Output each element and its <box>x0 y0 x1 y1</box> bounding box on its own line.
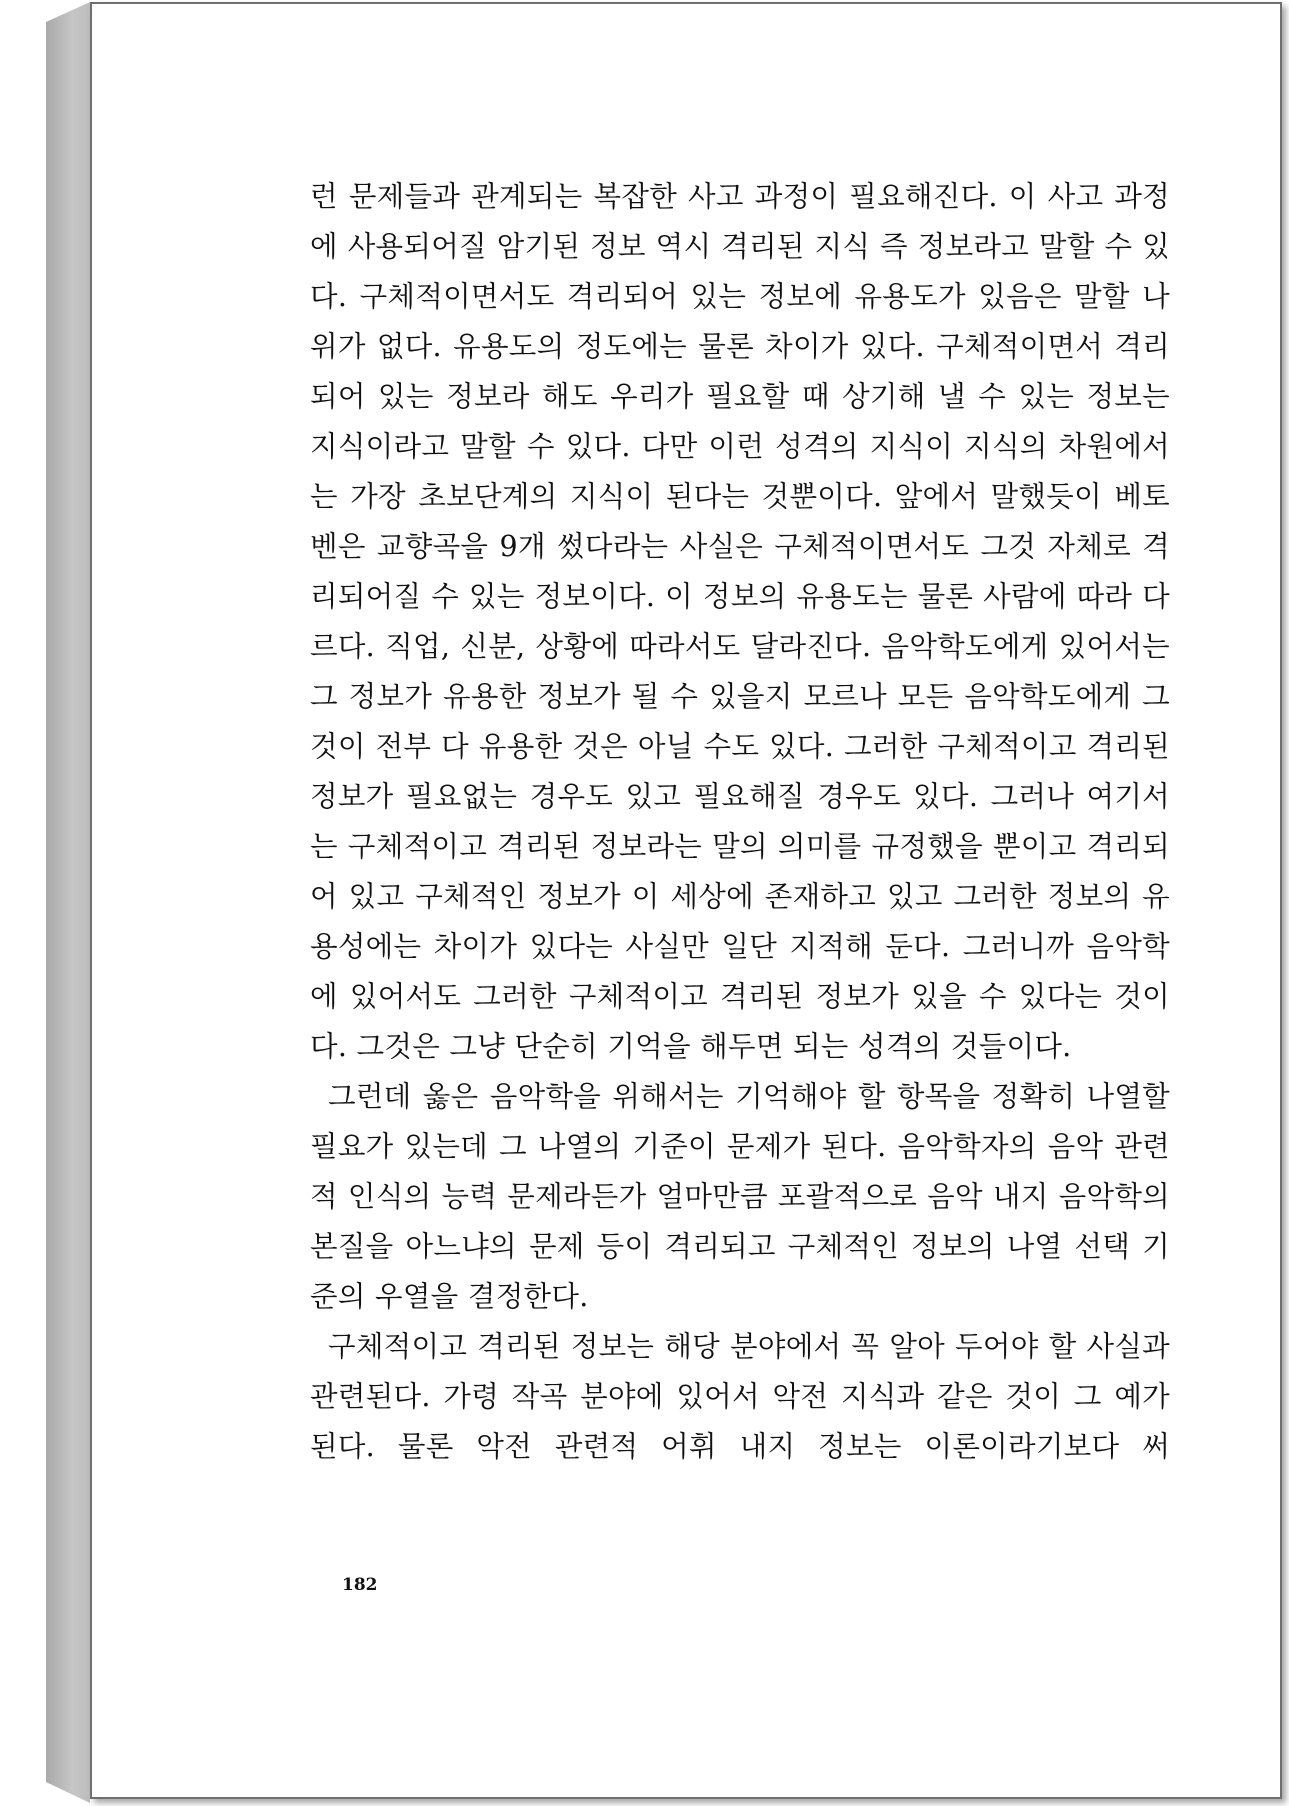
book-page <box>90 2 1282 1799</box>
book <box>46 2 1287 1803</box>
body-text <box>310 172 1170 1472</box>
paragraph-3: 구체적이고 격리된 정보는 해당 분야에서 꼭 알아 두어야 할 사실과 관련된다. 가령 작곡 분야에 있어서 악전 지식과 같은 것이 그 예가 된다. 물론 악전 관련적 어휘 내지 정보는 이론이라기보다 써 <box>310 1330 1170 1463</box>
book-spine <box>46 2 90 1803</box>
paragraph-2: 그런데 옳은 음악학을 위해서는 기억해야 할 항목을 정확히 나열할 필요가 있는데 그 나열의 기준이 문제가 된다. 음악학자의 음악 관련적 인식의 능력 문제라든가 얼마만큼 포괄적으로 음악 내지 음악학의 본질을 아느냐의 문제 등이 격리되고 구체적인 정보의 나열 선택 기준의 우열을 결정한다. <box>310 1080 1170 1313</box>
paragraph-1: 런 문제들과 관계되는 복잡한 사고 과정이 필요해진다. 이 사고 과정에 사용되어질 암기된 정보 역시 격리된 지식 즉 정보라고 말할 수 있다. 구체적이면서도 격리되어 있는 정보에 유용도가 있음은 말할 나위가 없다. 유용도의 정도에는 물론 차이가 있다. 구체적이면서 격리되어 있는 정보라 해도 우리가 필요할 때 상기해 낼 수 있는 정보는 지식이라고 말할 수 있다. 다만 이런 성격의 지식이 지식의 차원에서는 가장 초보단계의 지식이 된다는 것뿐이다. 앞에서 말했듯이 베토벤은 교향곡을 9개 썼다라는 사실은 구체적이면서도 그것 자체로 격리되어질 수 있는 정보이다. 이 정보의 유용도는 물론 사람에 따라 다르다. 직업, 신분, 상황에 따라서도 달라진다. 음악학도에게 있어서는 그 정보가 유용한 정보가 될 수 있을지 모르나 모든 음악학도에게 그것이 전부 다 유용한 것은 아닐 수도 있다. 그러한 구체적이고 격리된 정보가 필요없는 경우도 있고 필요해질 경우도 있다. 그러나 여기서는 구체적이고 격리된 정보라는 말의 의미를 규정했을 뿐이고 격리되어 있고 구체적인 정보가 이 세상에 존재하고 있고 그러한 정보의 유용성에는 차이가 있다는 사실만 일단 지적해 둔다. 그러니까 음악학에 있어서도 그러한 구체적이고 격리된 정보가 있을 수 있다는 것이다. 그것은 그냥 단순히 기억을 해두면 되는 성격의 것들이다. <box>310 180 1170 1063</box>
page-number: 182 <box>342 1575 378 1595</box>
